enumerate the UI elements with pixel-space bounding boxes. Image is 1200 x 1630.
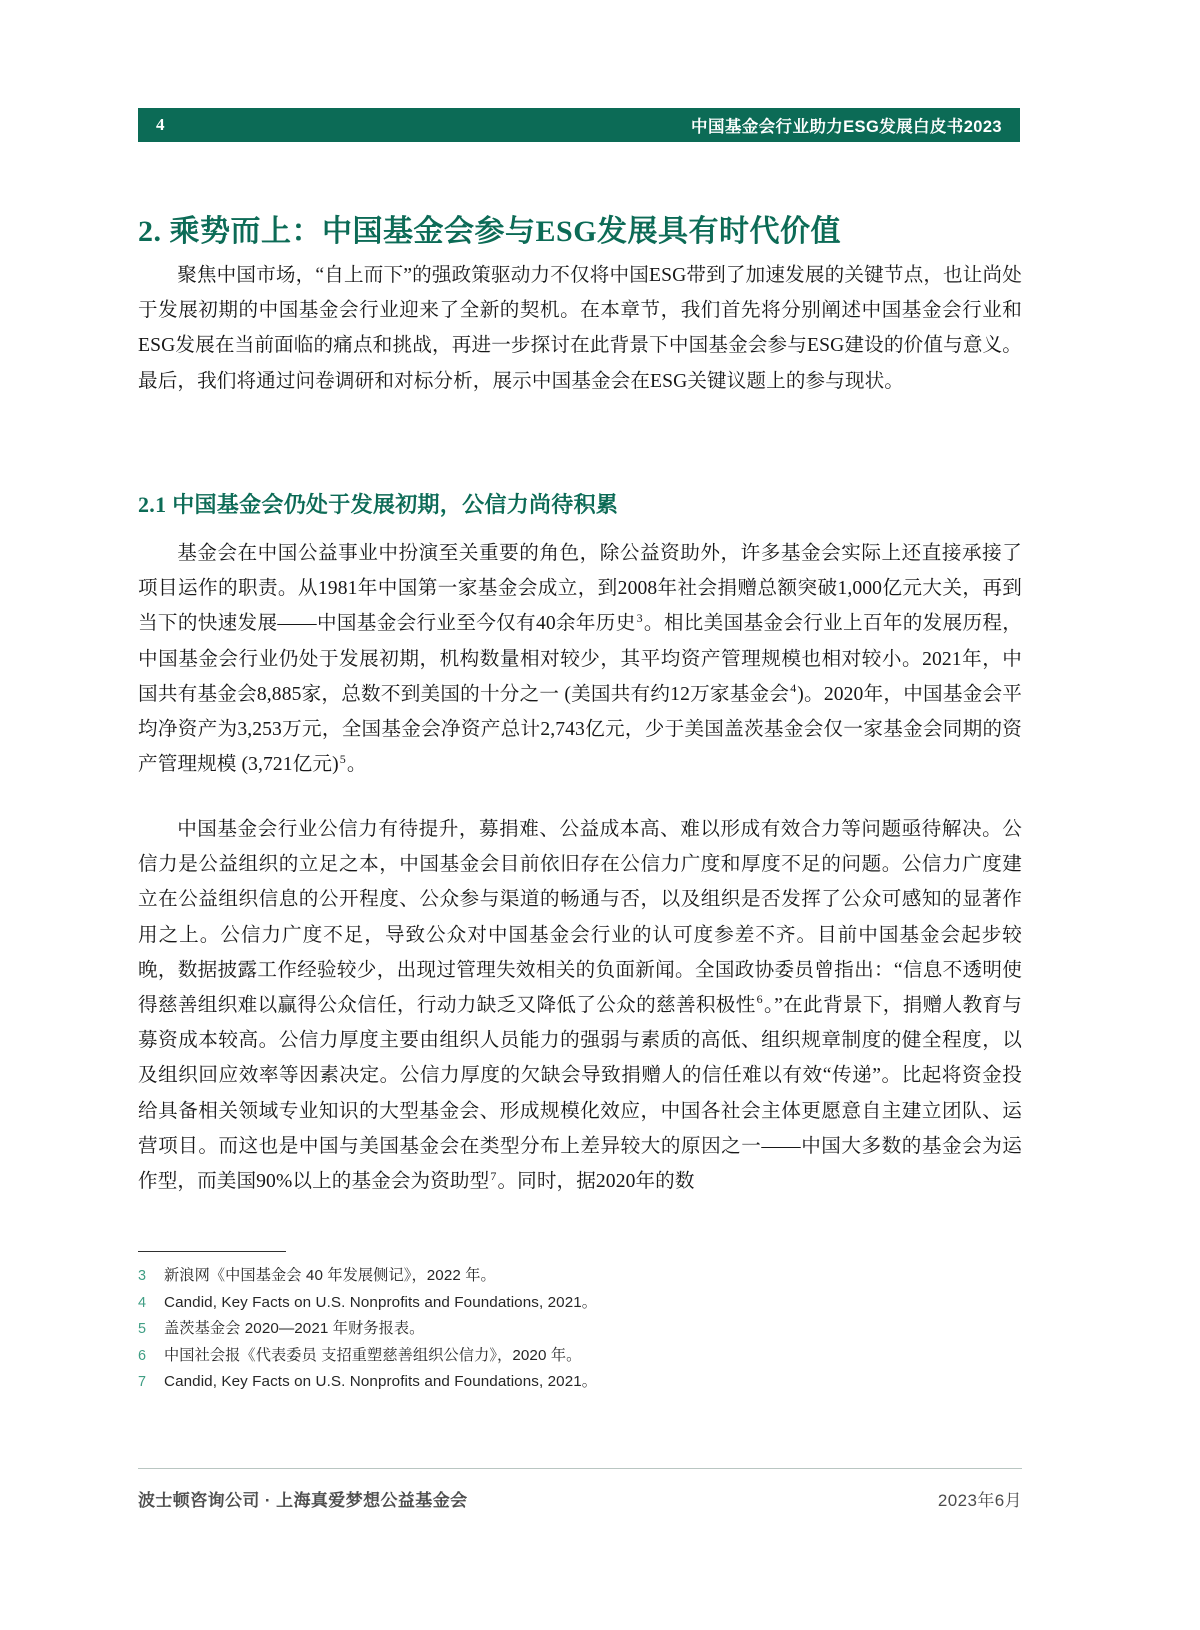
- footnote-separator-rule: [138, 1251, 286, 1252]
- footnote-marker-3[interactable]: 3: [636, 610, 643, 625]
- footnote-item: [138, 1263, 878, 1290]
- footnote-list: [138, 1263, 878, 1396]
- footnote-marker-7[interactable]: 7: [490, 1168, 497, 1183]
- footnote-item: [138, 1369, 878, 1396]
- document-title: 中国基金会行业助力ESG发展白皮书2023: [691, 118, 1002, 136]
- page-number: 4: [156, 115, 165, 134]
- footnote-text: Candid, Key Facts on U.S. Nonprofits and Foundations, 2021。: [164, 1293, 598, 1311]
- para-a-text-4: 。: [346, 754, 367, 776]
- para-a-text-3: )。2020年，中国基金会平均净资产为3,253万元，全国基金会净资产总计2,743亿元，少于美国盖茨基金会仅一家基金会同期的资产管理规模 (3,721亿元): [138, 683, 1022, 776]
- footer-date: 2023年6月: [937, 1491, 1022, 1510]
- intro-paragraph: 聚焦中国市场，“自上而下”的强政策驱动力不仅将中国ESG带到了加速发展的关键节点，也让尚处于发展初期的中国基金会行业迎来了全新的契机。在本章节，我们首先将分别阐述中国基金会行业和ESG发展在当前面临的痛点和挑战，再进一步探讨在此背景下中国基金会参与ESG建设的价值与意义。最后，我们将通过问卷调研和对标分析，展示中国基金会在ESG关键议题上的参与现状。: [138, 265, 1022, 392]
- footnote-text: 盖茨基金会 2020—2021 年财务报表。: [164, 1320, 425, 1337]
- footnote-marker-6[interactable]: 6: [756, 992, 763, 1007]
- running-head: [138, 108, 1020, 142]
- footer-separator-rule: [138, 1468, 1022, 1469]
- footnote-marker-4[interactable]: 4: [790, 681, 797, 696]
- footnote-number: 4: [138, 1294, 147, 1311]
- footnote-item: [138, 1343, 878, 1370]
- para-b-text-2: 。”在此背景下，捐赠人教育与募资成本较高。公信力厚度主要由组织人员能力的强弱与素质的高低、组织规章制度的健全程度，以及组织回应效率等因素决定。公信力厚度的欠缺会导致捐赠人的信任难以有效“传递”。比起将资金投给具备相关领域专业知识的大型基金会、形成规模化效应，中国各社会主体更愿意自主建立团队、运营项目。而这也是中国与美国基金会在类型分布上差异较大的原因之一——中国大多数的基金会为运作型，而美国90%以上的基金会为资助型: [138, 995, 1023, 1193]
- page-footer: [138, 1486, 1022, 1511]
- section-2-1-paragraph-a: [138, 536, 1022, 782]
- footnote-number: 3: [138, 1268, 147, 1284]
- footnote-number: 5: [138, 1321, 147, 1337]
- section-2-1-paragraph-a-block: [138, 536, 1022, 782]
- footnote-text: 新浪网《中国基金会 40 年发展侧记》，2022 年。: [164, 1267, 496, 1284]
- intro-paragraph-block: [138, 258, 1022, 399]
- section-2-1-paragraph-b: [138, 812, 1022, 1199]
- para-a-text-1: 基金会在中国公益事业中扮演至关重要的角色，除公益资助外，许多基金会实际上还直接承接了项目运作的职责。从1981年中国第一家基金会成立，到2008年社会捐赠总额突破1,000亿元大关，再到当下的快速发展——中国基金会行业至今仅有40余年历史: [138, 543, 1022, 635]
- footnote-item: [138, 1290, 878, 1317]
- footnote-text: Candid, Key Facts on U.S. Nonprofits and Foundations, 2021。: [164, 1373, 598, 1390]
- footnote-text: 中国社会报《代表委员 支招重塑慈善组织公信力》，2020 年。: [164, 1346, 582, 1364]
- footnote-number: 6: [138, 1347, 147, 1364]
- chapter-heading: 2. 乘势而上：中国基金会参与ESG发展具有时代价值: [138, 215, 842, 249]
- footer-organizations: 波士顿咨询公司 · 上海真爱梦想公益基金会: [138, 1491, 468, 1510]
- footnote-number: 7: [138, 1374, 147, 1390]
- section-heading-2-1: 2.1 中国基金会仍处于发展初期，公信力尚待积累: [138, 492, 619, 518]
- para-a-text-2: 。相比美国基金会行业上百年的发展历程，中国基金会行业仍处于发展初期，机构数量相对较少，其平均资产管理规模也相对较小。2021年，中国共有基金会8,885家，总数不到美国的十分之一 (美国共有约12万家基金会: [138, 613, 1022, 705]
- para-b-text-1: 中国基金会行业公信力有待提升，募捐难、公益成本高、难以形成有效合力等问题亟待解决。公信力是公益组织的立足之本，中国基金会目前依旧存在公信力广度和厚度不足的问题。公信力广度建立在公益组织信息的公开程度、公众参与渠道的畅通与否，以及组织是否发挥了公众可感知的显著作用之上。公信力广度不足，导致公众对中国基金会行业的认可度参差不齐。目前中国基金会起步较晚，数据披露工作经验较少，出现过管理失效相关的负面新闻。全国政协委员曾指出：“信息不透明使得慈善组织难以赢得公众信任，行动力缺乏又降低了公众的慈善积极性: [138, 819, 1022, 1017]
- footnote-item: [138, 1316, 878, 1343]
- footnote-marker-5[interactable]: 5: [339, 751, 346, 766]
- section-2-1-paragraph-b-block: [138, 812, 1022, 1199]
- para-b-text-3: 。同时，据2020年的数: [497, 1171, 695, 1193]
